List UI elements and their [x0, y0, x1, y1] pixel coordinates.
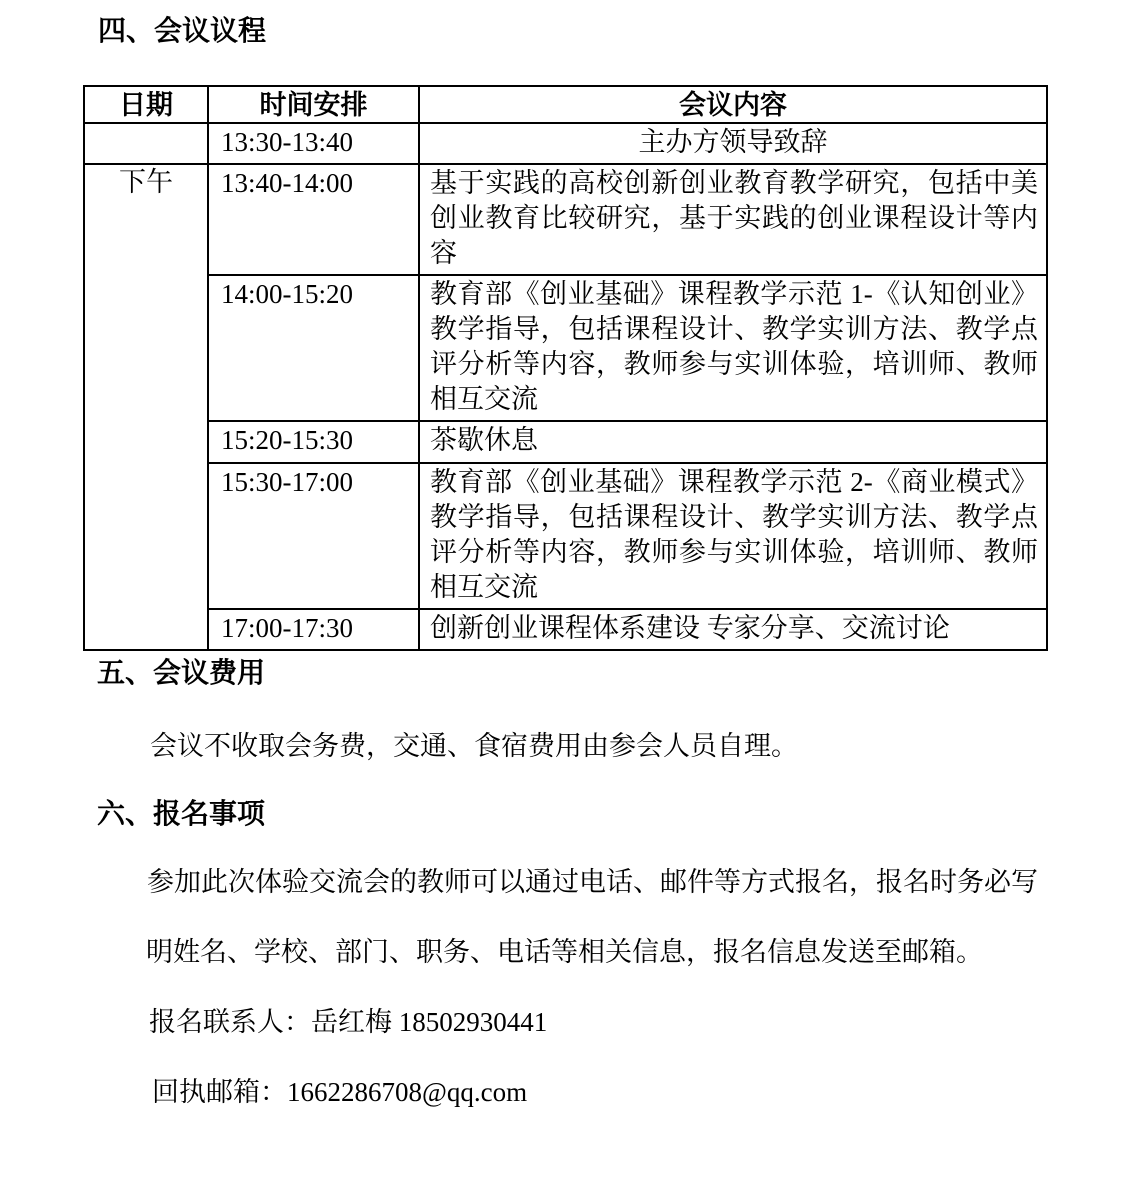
- agenda-content-cell: 基于实践的高校创新创业教育教学研究，包括中美创业教育比较研究，基于实践的创业课程设计等内容: [419, 164, 1047, 275]
- table-row: [84, 463, 1047, 609]
- agenda-time-cell: 14:00-15:20: [208, 275, 419, 421]
- registration-paragraph-line-1: 参加此次体验交流会的教师可以通过电话、邮件等方式报名，报名时务必写: [147, 867, 1038, 897]
- agenda-time-cell: 15:20-15:30: [208, 421, 419, 463]
- table-row: [84, 275, 1047, 421]
- agenda-header-row: [84, 86, 1047, 123]
- agenda-time-cell: 13:30-13:40: [208, 123, 419, 164]
- agenda-content-cell: 创新创业课程体系建设 专家分享、交流讨论: [419, 609, 1047, 650]
- registration-paragraph-line-2: 明姓名、学校、部门、职务、电话等相关信息，报名信息发送至邮箱。: [146, 937, 983, 967]
- registration-contact-line: 报名联系人：岳红梅 18502930441: [149, 1007, 548, 1037]
- agenda-content-cell: 主办方领导致辞: [419, 123, 1047, 164]
- registration-email-line: 回执邮箱：1662286708@qq.com: [152, 1077, 528, 1107]
- col-header-content: 会议内容: [419, 86, 1047, 123]
- agenda-section-heading: 四、会议议程: [98, 15, 267, 46]
- col-header-time: 时间安排: [208, 86, 419, 123]
- agenda-table: [83, 85, 1048, 651]
- agenda-content-cell: 教育部《创业基础》课程教学示范 2-《商业模式》教学指导，包括课程设计、教学实训方法、教学点评分析等内容，教师参与实训体验，培训师、教师相互交流: [419, 463, 1047, 609]
- agenda-date-span-cell: 下午: [84, 164, 208, 650]
- fees-section-heading: 五、会议费用: [97, 657, 266, 688]
- agenda-content-cell: 教育部《创业基础》课程教学示范 1-《认知创业》教学指导，包括课程设计、教学实训方法、教学点评分析等内容，教师参与实训体验，培训师、教师相互交流: [419, 275, 1047, 421]
- table-row: [84, 609, 1047, 650]
- col-header-date: 日期: [84, 86, 208, 123]
- agenda-time-cell: 17:00-17:30: [208, 609, 419, 650]
- agenda-time-cell: 15:30-17:00: [208, 463, 419, 609]
- agenda-date-cell-empty: [84, 123, 208, 164]
- agenda-time-cell: 13:40-14:00: [208, 164, 419, 275]
- table-row: [84, 123, 1047, 164]
- table-row: [84, 164, 1047, 275]
- table-row: [84, 421, 1047, 463]
- registration-section-heading: 六、报名事项: [97, 798, 266, 829]
- fees-body-text: 会议不收取会务费，交通、食宿费用由参会人员自理。: [150, 731, 798, 761]
- agenda-content-cell: 茶歇休息: [419, 421, 1047, 463]
